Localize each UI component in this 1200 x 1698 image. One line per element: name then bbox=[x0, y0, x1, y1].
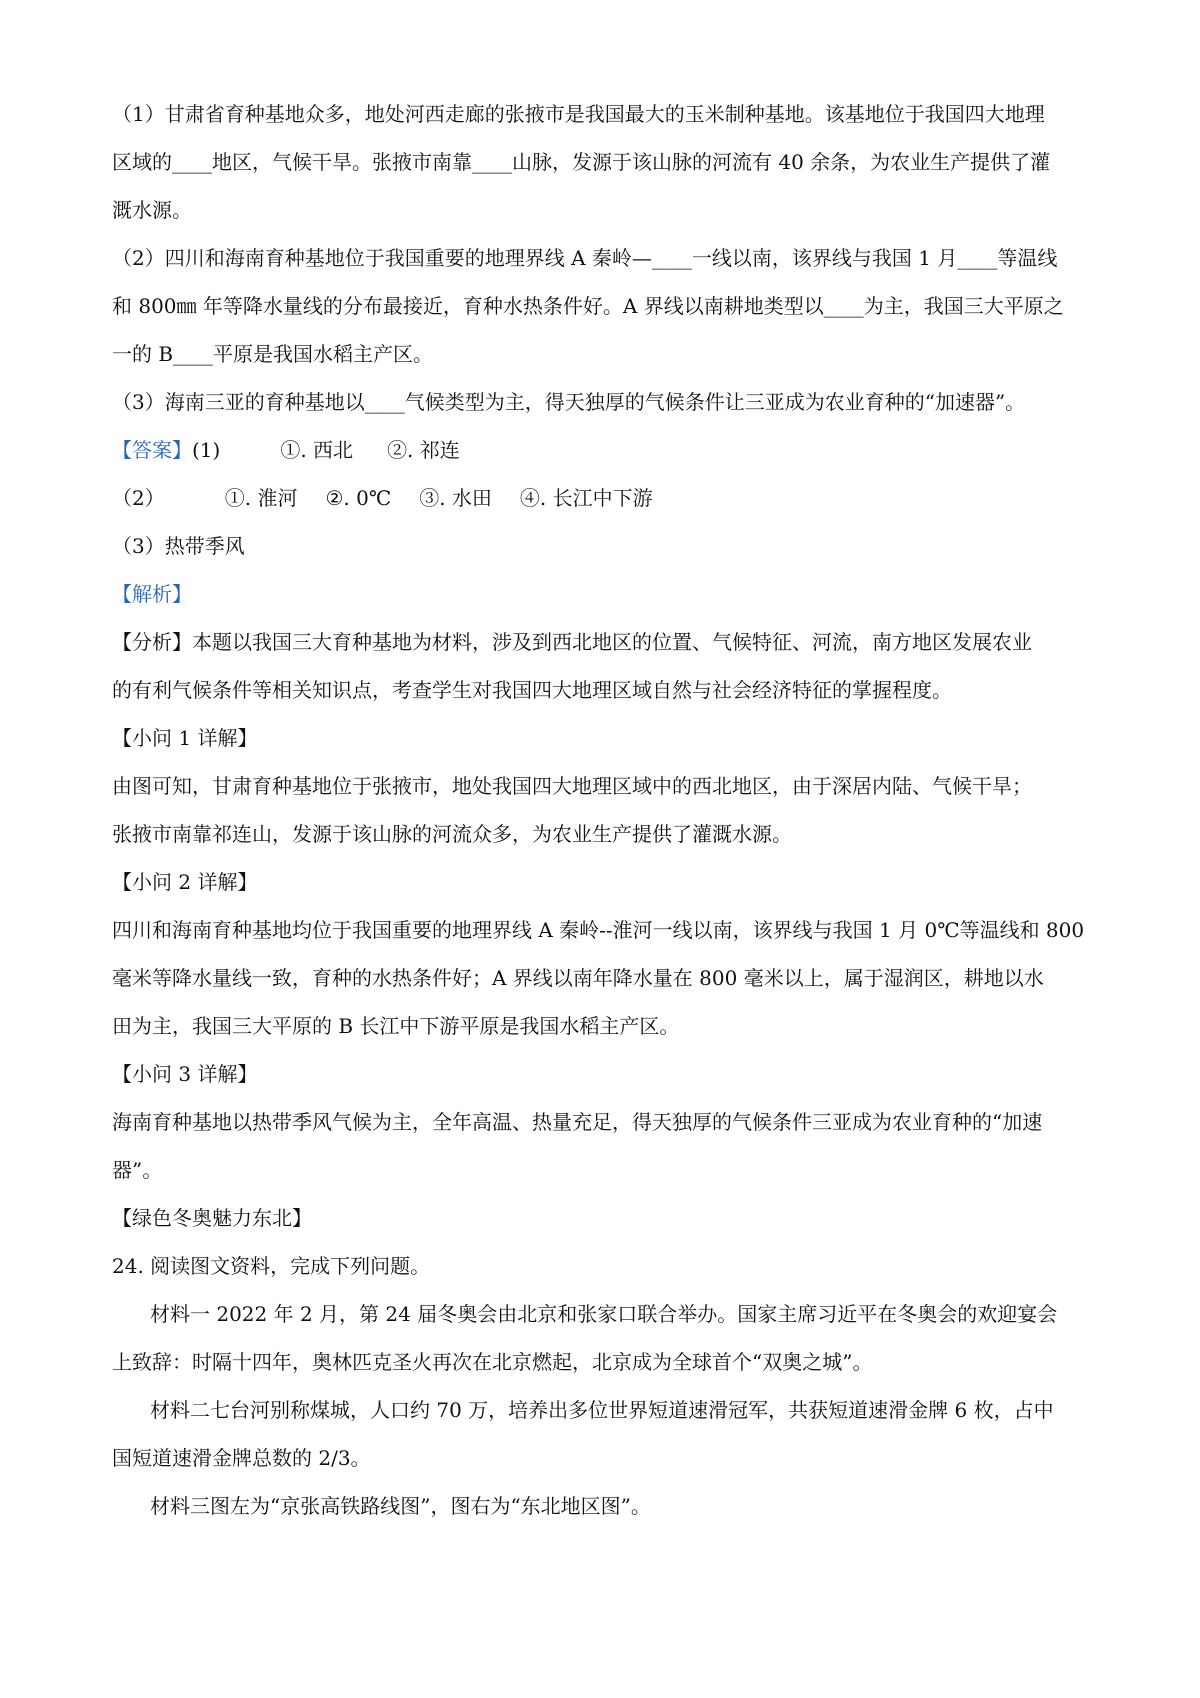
detail-1-line1: 由图可知，甘肃育种基地位于张掖市，地处我国四大地理区域中的西北地区，由于深居内陆、气候干旱； bbox=[112, 774, 1032, 798]
detail-2-line3: 田为主，我国三大平原的 B 长江中下游平原是我国水稻主产区。 bbox=[112, 1014, 680, 1038]
detail-3-line2: 器”。 bbox=[112, 1158, 163, 1182]
answer-2-item-4: ④. 长江中下游 bbox=[519, 486, 653, 510]
answer-2-item-2: ②. 0℃ bbox=[325, 486, 392, 510]
answer-2-prefix: （2） bbox=[112, 486, 165, 510]
answer-line-1 bbox=[112, 436, 1102, 464]
analysis-summary-line1: 【分析】本题以我国三大育种基地为材料，涉及到西北地区的位置、气候特征、河流，南方地区发展农业 bbox=[112, 630, 1032, 654]
answer-2-item-1: ①. 淮河 bbox=[224, 486, 298, 510]
analysis-summary-line2: 的有利气候条件等相关知识点，考查学生对我国四大地理区域自然与社会经济特征的掌握程度。 bbox=[112, 678, 952, 702]
detail-2-line1: 四川和海南育种基地均位于我国重要的地理界线 A 秦岭--淮河一线以南，该界线与我国 1 月 0℃等温线和 800 bbox=[112, 918, 1085, 942]
detail-2-heading: 【小问 2 详解】 bbox=[112, 870, 258, 894]
answer-2-item-3: ③. 水田 bbox=[419, 486, 492, 510]
answer-1-item-1: ①. 西北 bbox=[280, 438, 354, 462]
q24-section-heading: 【绿色冬奥魅力东北】 bbox=[112, 1206, 312, 1230]
answer-tag: 【答案】 bbox=[112, 438, 192, 462]
answer-1-item-2: ②. 祁连 bbox=[387, 438, 460, 462]
detail-1-heading: 【小问 1 详解】 bbox=[112, 726, 258, 750]
material-3-line1: 材料三图左为“京张高铁路线图”，图右为“东北地区图”。 bbox=[150, 1494, 651, 1518]
detail-3-heading: 【小问 3 详解】 bbox=[112, 1062, 258, 1086]
detail-1-line2: 张掖市南靠祁连山，发源于该山脉的河流众多，为农业生产提供了灌溉水源。 bbox=[112, 822, 792, 846]
detail-2-line2: 毫米等降水量线一致，育种的水热条件好；A 界线以南年降水量在 800 毫米以上，属于湿润区，耕地以水 bbox=[112, 966, 1044, 990]
material-1-line2: 上致辞：时隔十四年，奥林匹克圣火再次在北京燃起，北京成为全球首个“双奥之城”。 bbox=[112, 1350, 873, 1374]
material-1-line1: 材料一 2022 年 2 月，第 24 届冬奥会由北京和张家口联合举办。国家主席习近平在冬奥会的欢迎宴会 bbox=[150, 1302, 1058, 1326]
q23-part2-line2: 和 800㎜ 年等降水量线的分布最接近，育种水热条件好。A 界线以南耕地类型以____为主，我国三大平原之 bbox=[112, 294, 1064, 318]
material-2-line2: 国短道速滑金牌总数的 2/3。 bbox=[112, 1446, 371, 1470]
q23-part1-line2: 区域的____地区，气候干旱。张掖市南靠____山脉，发源于该山脉的河流有 40 余条，为农业生产提供了灌 bbox=[112, 150, 1051, 174]
q23-part3-line1: （3）海南三亚的育种基地以____气候类型为主，得天独厚的气候条件让三亚成为农业育种的“加速器”。 bbox=[112, 390, 1026, 414]
q23-part1-line3: 溉水源。 bbox=[112, 198, 192, 222]
detail-3-line1: 海南育种基地以热带季风气候为主，全年高温、热量充足，得天独厚的气候条件三亚成为农业育种的“加速 bbox=[112, 1110, 1043, 1134]
analysis-tag: 【解析】 bbox=[112, 582, 192, 606]
q24-title: 24. 阅读图文资料，完成下列问题。 bbox=[112, 1254, 431, 1278]
answer-line-2 bbox=[112, 484, 1102, 512]
q23-part2-line1: （2）四川和海南育种基地位于我国重要的地理界线 A 秦岭—____一线以南，该界线与我国 1 月____等温线 bbox=[112, 246, 1058, 270]
answer-1-prefix: (1) bbox=[192, 438, 221, 462]
q23-part2-line3: 一的 B____平原是我国水稻主产区。 bbox=[112, 342, 434, 366]
q23-part1-line1: （1）甘肃省育种基地众多，地处河西走廊的张掖市是我国最大的玉米制种基地。该基地位于我国四大地理 bbox=[112, 102, 1045, 126]
answer-line-3: （3）热带季风 bbox=[112, 534, 245, 558]
material-2-line1: 材料二七台河别称煤城，人口约 70 万，培养出多位世界短道速滑冠军，共获短道速滑金牌 6 枚，占中 bbox=[150, 1398, 1054, 1422]
